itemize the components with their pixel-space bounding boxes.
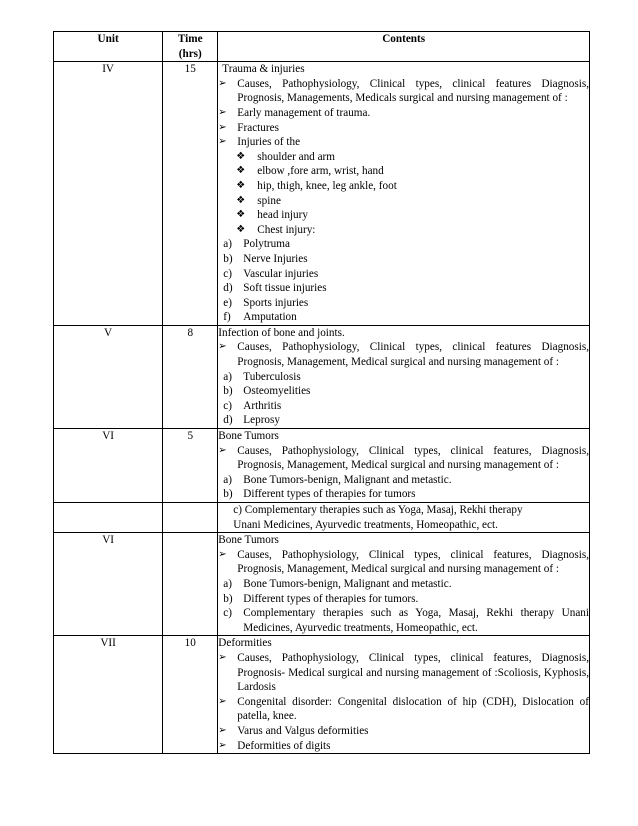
list-item: ➢ Causes, Pathophysiology, Clinical types, clinical features, Diagnosis, Prognosis- Medical surgical and nursing management of :Scoliosis, Kyphosis, Lardosis: [218, 651, 589, 694]
time-cell: 5: [163, 429, 218, 503]
time-header: Time (hrs): [163, 32, 218, 62]
list-item: ➢ Congenital disorder: Congenital dislocation of hip (CDH), Dislocation of patella, knee.: [218, 695, 589, 723]
unit-header: Unit: [54, 32, 163, 62]
time-cell: 10: [163, 636, 218, 754]
enum-item: f) Amputation: [223, 311, 297, 324]
list-item: ➢ Fractures: [218, 121, 279, 134]
list-item: ➢ Causes, Pathophysiology, Clinical types, clinical features Diagnosis, Prognosis, Management, Medical surgical and nursing management of :: [218, 341, 589, 369]
table-header-row: [54, 32, 590, 62]
enum-item: e) Sports injuries: [223, 296, 309, 309]
arrow-bullet-icon: ➢: [218, 77, 227, 89]
unit-cell: VI: [54, 429, 163, 503]
list-item: ➢ Varus and Valgus deformities: [218, 724, 369, 737]
list-item: ➢ Early management of trauma.: [218, 106, 371, 119]
contents-header: Contents: [218, 32, 590, 62]
unit-cell: VI: [54, 533, 163, 636]
unit-title: Trauma & injuries: [222, 63, 305, 76]
sub-list-item: ❖ shoulder and arm: [236, 150, 335, 163]
diamond-bullet-icon: ❖: [236, 209, 246, 221]
enum-item: c) Complementary therapies such as Yoga, Masaj, Rekhi therapy Unani Medicines, Ayurvedic treatments, Homeopathic, ect.: [223, 607, 589, 634]
enum-item: b) Different types of therapies for tumors.: [223, 592, 419, 605]
sub-list-item: ❖ Chest injury:: [236, 223, 316, 236]
list-item: ➢ Deformities of digits: [218, 739, 331, 752]
arrow-bullet-icon: ➢: [218, 739, 227, 751]
enum-item: c) Arthritis: [223, 399, 282, 412]
enum-item: d) Leprosy: [223, 414, 280, 427]
contents-cell: [218, 429, 590, 503]
enum-item: a) Polytruma: [223, 238, 290, 251]
enum-item: d) Soft tissue injuries: [223, 282, 327, 295]
unit-title: Deformities: [218, 637, 272, 650]
contents-cell: [218, 533, 590, 636]
list-item: ➢ Causes, Pathophysiology, Clinical types, clinical features, Diagnosis, Prognosis, Management, Medical surgical and nursing management of :: [218, 444, 589, 472]
list-item: ➢ Causes, Pathophysiology, Clinical types, clinical features, Diagnosis, Prognosis, Management, Medical surgical and nursing management of :: [218, 548, 589, 576]
unit-title: Infection of bone and joints.: [218, 326, 345, 339]
diamond-bullet-icon: ❖: [236, 223, 246, 235]
arrow-bullet-icon: ➢: [218, 136, 227, 148]
enum-item: b) Nerve Injuries: [223, 252, 308, 265]
enum-item: b) Different types of therapies for tumors: [223, 488, 416, 501]
diamond-bullet-icon: ❖: [236, 179, 246, 191]
unit-title: Bone Tumors: [218, 534, 279, 547]
arrow-bullet-icon: ➢: [218, 695, 227, 707]
enum-item: a) Bone Tumors-benign, Malignant and metastic.: [223, 577, 452, 590]
sub-list-item: ❖ hip, thigh, knee, leg ankle, foot: [236, 179, 397, 192]
time-cell: [163, 533, 218, 636]
table-row: [54, 636, 590, 754]
enum-item: c) Vascular injuries: [223, 267, 319, 280]
time-cell: [163, 503, 218, 533]
diamond-bullet-icon: ❖: [236, 194, 246, 206]
list-item: ➢ Injuries of the: [218, 136, 301, 149]
sub-list-item: ❖ spine: [236, 194, 281, 207]
sub-list-item: ❖ head injury: [236, 209, 308, 222]
contents-cell: [218, 62, 590, 326]
unit-cell: [54, 503, 163, 533]
unit-cell: IV: [54, 62, 163, 326]
table-row: [54, 325, 590, 428]
time-cell: 15: [163, 62, 218, 326]
continuation-line: c) Complementary therapies such as Yoga, Masaj, Rekhi therapy: [233, 504, 523, 516]
table-row: [54, 62, 590, 326]
contents-cell: [218, 503, 590, 533]
arrow-bullet-icon: ➢: [218, 121, 227, 133]
arrow-bullet-icon: ➢: [218, 548, 227, 560]
contents-cell: [218, 636, 590, 754]
arrow-bullet-icon: ➢: [218, 106, 227, 118]
list-item: ➢ Causes, Pathophysiology, Clinical types, clinical features Diagnosis, Prognosis, Managements, Medicals surgical and nursing management of :: [218, 77, 589, 105]
syllabus-table: [53, 31, 590, 754]
arrow-bullet-icon: ➢: [218, 724, 227, 736]
table-row: [54, 429, 590, 503]
time-cell: 8: [163, 325, 218, 428]
sub-list-item: ❖ elbow ,fore arm, wrist, hand: [236, 165, 384, 178]
unit-title: Bone Tumors: [218, 430, 279, 443]
unit-cell: VII: [54, 636, 163, 754]
table-row: [54, 533, 590, 636]
arrow-bullet-icon: ➢: [218, 651, 227, 663]
arrow-bullet-icon: ➢: [218, 341, 227, 353]
contents-cell: [218, 325, 590, 428]
enum-item: a) Bone Tumors-benign, Malignant and metastic.: [223, 473, 452, 486]
arrow-bullet-icon: ➢: [218, 444, 227, 456]
table-row: [54, 503, 590, 533]
enum-item: b) Osteomyelities: [223, 385, 311, 398]
diamond-bullet-icon: ❖: [236, 165, 246, 177]
unit-cell: V: [54, 325, 163, 428]
diamond-bullet-icon: ❖: [236, 150, 246, 162]
continuation-line: Unani Medicines, Ayurvedic treatments, Homeopathic, ect.: [233, 518, 498, 531]
enum-item: a) Tuberculosis: [223, 370, 301, 383]
